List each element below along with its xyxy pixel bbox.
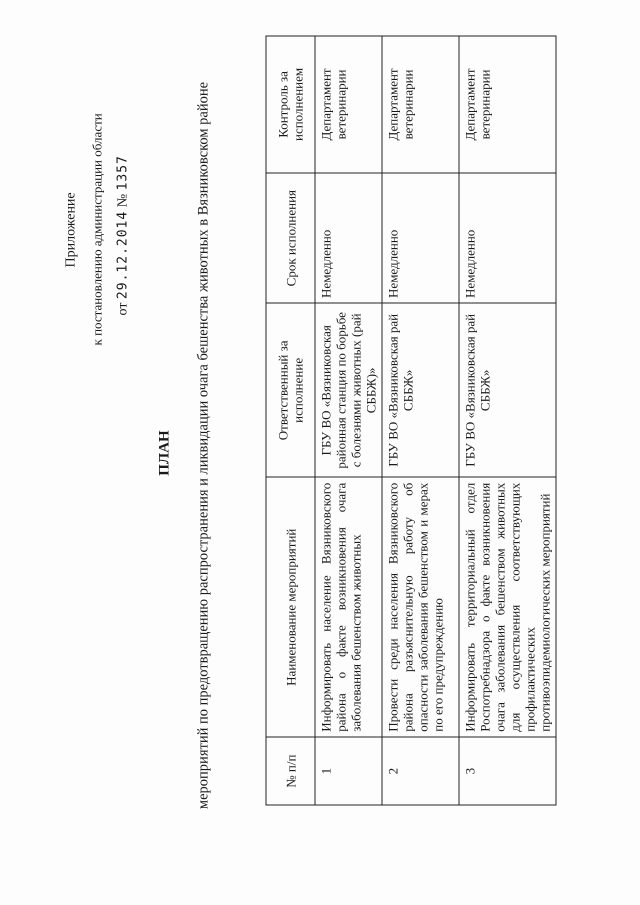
plan-table	[265, 35, 556, 805]
document-subtitle: мероприятий по предотвращению распространения и ликвидации очага бешенства животных в Вязниковском районе	[195, 81, 211, 809]
appendix-label: Приложение	[63, 191, 78, 267]
row-term: Немедленно	[459, 172, 556, 303]
document-title: ПЛАН	[156, 429, 172, 476]
decree-number: 1357	[115, 154, 130, 190]
row-name: Информировать территориальный отдел Роспотребнадзора о факте возникновения очага заболевания бешенством животных для осуществления соответствующих профилактических противоэпидемиологических мероприятий	[459, 477, 556, 737]
table-row	[315, 36, 382, 805]
row-num: 3	[459, 737, 556, 805]
row-control: Департамент ветеринарии	[459, 36, 556, 173]
row-responsible: ГБУ ВО «Вязниковская рай СББЖ»	[382, 303, 459, 477]
row-responsible: ГБУ ВО «Вязниковская рай СББЖ»	[459, 303, 556, 477]
row-name: Провести среди населения Вязниковского района разъяснительную работу об опасности заболевания бешенством и мерах по его предупреждению	[382, 477, 459, 737]
header-responsible: Ответственный за исполнение	[266, 303, 315, 477]
table-row	[459, 36, 556, 805]
row-term: Немедленно	[315, 172, 382, 303]
date-prefix: от	[115, 302, 130, 315]
number-sign: №	[115, 193, 130, 207]
table-header-row	[266, 36, 315, 805]
decree-date: 29.12.2014	[115, 210, 130, 299]
row-num: 1	[315, 737, 382, 805]
row-name: Информировать население Вязниковского района о факте возникновения очага заболевания бешенством животных	[315, 477, 382, 737]
header-num: № п/п	[266, 737, 315, 805]
row-num: 2	[382, 737, 459, 805]
header-name: Наименование мероприятий	[266, 477, 315, 737]
row-control: Департамент ветеринарии	[315, 36, 382, 173]
header-term: Срок исполнения	[266, 172, 315, 303]
row-term: Немедленно	[382, 172, 459, 303]
table-row	[382, 36, 459, 805]
row-responsible: ГБУ ВО «Вязниковская районная станция по борьбе с болезнями животных (рай СББЖ)»	[315, 303, 382, 477]
appendix-date-line	[114, 85, 132, 315]
appendix-decree-line: к постановлению администрации области	[89, 112, 104, 345]
header-control: Контроль за исполнением	[266, 36, 315, 173]
appendix-block	[62, 85, 132, 345]
row-control: Департамент ветеринарии	[382, 36, 459, 173]
